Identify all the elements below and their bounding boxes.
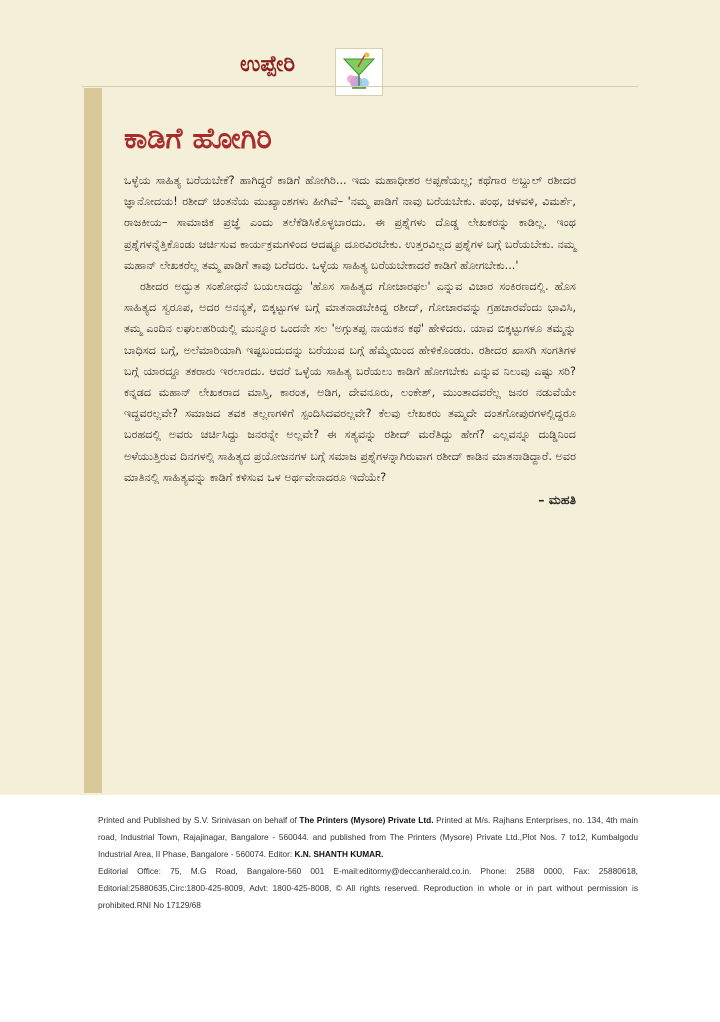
article-title: ಕಾಡಿಗೆ ಹೋಗಿರಿ [124,121,272,155]
cocktail-glass-icon [335,48,383,96]
decorative-side-bar [84,88,102,793]
author-signature: – ಮಹತಿ [538,492,576,508]
publisher-name: The Printers (Mysore) Private Ltd. [299,815,434,825]
section-header [200,40,640,100]
imprint-footer [98,812,638,914]
paragraph-1: ಒಳ್ಳೆಯ ಸಾಹಿತ್ಯ ಬರೆಯಬೇಕೆ? ಹಾಗಿದ್ದರೆ ಕಾಡಿಗೆ ಹೋಗಿರಿ... ಇದು ಮಹಾಧೀಶರ ಅಪ್ಪಣೆಯಲ್ಲ; ಕಥೆಗಾರ ಅಬ್ದುಲ್ ರಶೀದರ ಜ್ಞಾನೋದಯ! ರಶೀದ್ ಚಿಂತನೆಯ ಮುಖ್ಯಾಂಶಗಳು ಹೀಗಿವೆ– 'ನಮ್ಮ ಪಾಡಿಗೆ ನಾವು ಬರೆಯಬೇಕು. ಪಂಥ, ಚಳವಳಿ, ವಿಮರ್ಶೆ, ರಾಜಕೀಯ– ಸಾಮಾಜಿಕ ಪ್ರಜ್ಞೆ ಎಂದು ತಲೆಕೆಡಿಸಿಕೊಳ್ಳಬಾರದು. ಈ ಪ್ರಶ್ನೆಗಳು ದೊಡ್ಡ ಲೇಖಕರನ್ನು ಕಾಡಿಲ್ಲ. ಇಂಥ ಪ್ರಶ್ನೆಗಳನ್ನೆತ್ತಿಕೊಂಡು ಚರ್ಚಿಸುವ ಕಾರ್ಯಕ್ರಮಗಳಿಂದ ಆದಷ್ಟೂ ದೂರವಿರಬೇಕು. ಉತ್ತರವಿಲ್ಲದ ಪ್ರಶ್ನೆಗಳ ಬಗ್ಗೆ ಬರೆಯಬೇಕು. ನಮ್ಮ ಮಹಾನ್ ಲೇಖಕರೆಲ್ಲ ತಮ್ಮ ಪಾಡಿಗೆ ತಾವು ಬರೆದರು. ಒಳ್ಳೆಯ ಸಾಹಿತ್ಯ ಬರೆಯಬೇಕಾದರೆ ಕಾಡಿಗೆ ಹೋಗಬೇಕು...' [124,174,576,272]
imprint-text: Printed at M/s. Rajhans Enterprises, no. 134, 4th main road, Industrial Town, Rajajinagar, Bangalore - 560044. and published from The Printers (Mysore) Private Ltd.,Plot Nos. 7 to12, Kumbalgodu Industrial Area, II Phase, Bangalore - 560074. Editor: [98,815,638,859]
article [124,118,576,508]
paragraph-2: ರಶೀದರ ಅದ್ಭುತ ಸಂಶೋಧನೆ ಬಯಲಾದದ್ದು 'ಹೊಸ ಸಾಹಿತ್ಯದ ಗೋಚಾರಫಲ' ಎನ್ನುವ ವಿಚಾರ ಸಂಕಿರಣದಲ್ಲಿ. ಹೊಸ ಸಾಹಿತ್ಯದ ಸ್ವರೂಪ, ಅದರ ಅನನ್ಯತೆ, ಬಿಕ್ಕಟ್ಟುಗಳ ಬಗ್ಗೆ ಮಾತನಾಡಬೇಕಿದ್ದ ರಶೀದ್, ಗೋಚಾರವನ್ನು ಗ್ರಹಚಾರವೆಂದು ಭಾವಿಸಿ, ತಮ್ಮ ಎಂದಿನ ಲಘುಲಹರಿಯಲ್ಲಿ ಮುನ್ನೂರ ಒಂದನೇ ಸಲ 'ಅಗ್ಗುತಪ್ಪ ನಾಯಕನ ಕಥೆ' ಹೇಳಿದರು. ಯಾವ ಬಿಕ್ಕಟ್ಟುಗಳೂ ತಮ್ಮನ್ನು ಬಾಧಿಸದ ಬಗ್ಗೆ, ಅಲೆಮಾರಿಯಾಗಿ ಇಷ್ಟಬಂದುದನ್ನು ಬರೆಯುವ ಬಗ್ಗೆ ಹೆಮ್ಮೆಯಿಂದ ಹೇಳಿಕೊಂಡರು. ರಶೀದರ ಖಾಸಗಿ ಸಂಗತಿಗಳ ಬಗ್ಗೆ ಯಾರದ್ದೂ ತಕರಾರು ಇರಲಾರದು. ಆದರೆ ಒಳ್ಳೆಯ ಸಾಹಿತ್ಯ ಬರೆಯಲು ಕಾಡಿಗೆ ಹೋಗಬೇಕು ಎನ್ನುವ ನಿಲುವು ಎಷ್ಟು ಸರಿ? ಕನ್ನಡದ ಮಹಾನ್ ಲೇಖಕರಾದ ಮಾಸ್ತಿ, ಕಾರಂತ, ಅಡಿಗ, ದೇವನೂರು, ಲಂಕೇಶ್, ಮುಂತಾದವರೆಲ್ಲ ಜನರ ನಡುವೆಯೇ ಇದ್ದವರಲ್ಲವೇ? ಸಮಾಜದ ತವಕ ತಲ್ಲಣಗಳಿಗೆ ಸ್ಪಂದಿಸಿದವರಲ್ಲವೇ? ಕೆಲವು ಲೇಖಕರು ತಮ್ಮದೇ ದಂತಗೋಪುರಗಳಲ್ಲಿದ್ದರೂ ಬರಹದಲ್ಲಿ ಅವರು ಚರ್ಚಿಸಿದ್ದು ಜನರನ್ನೇ ಅಲ್ಲವೇ? ಈ ಸತ್ಯವನ್ನು ರಶೀದ್ ಮರೆತಿದ್ದು ಹೇಗೆ? ಎಲ್ಲವನ್ನೂ ದುಡ್ಡಿನಿಂದ ಅಳೆಯುತ್ತಿರುವ ದಿನಗಳಲ್ಲಿ ಸಾಹಿತ್ಯದ ಪ್ರಯೋಜನಗಳ ಬಗ್ಗೆ ಸಮಾಜ ಪ್ರಶ್ನೆಗಳನ್ನಾಗಿರುವಾಗ ರಶೀದ್ ಕಾಡಿನ ಮಾತನಾಡಿದ್ದಾರೆ. ಅವರ ಮಾತಿನಲ್ಲಿ ಸಾಹಿತ್ಯವನ್ನು ಕಾಡಿಗೆ ಕಳಿಸುವ ಒಳ ಅರ್ಥವೇನಾದರೂ ಇದೆಯೇ? [124,280,576,484]
section-title: ಉಪ್ಪೇರಿ [240,52,296,77]
imprint-text: Printed and Published by S.V. Srinivasan on behalf of [98,815,300,825]
header-divider [82,86,638,87]
imprint-line-1 [98,812,638,863]
imprint-line-2: Editorial Office: 75, M.G Road, Bangalore-560 001 E-mail:editormy@deccanherald.co.in. Phone: 2588 0000, Fax: 25880618, Editorial:25880635,Circ:1800-425-8009, Advt: 1800-425-8008, © All rights reserved. Reproduction in whole or in part without permission is prohibited.RNI No 17129/68 [98,866,638,910]
editor-name: K.N. SHANTH KUMAR. [294,849,384,859]
article-body [124,170,576,488]
